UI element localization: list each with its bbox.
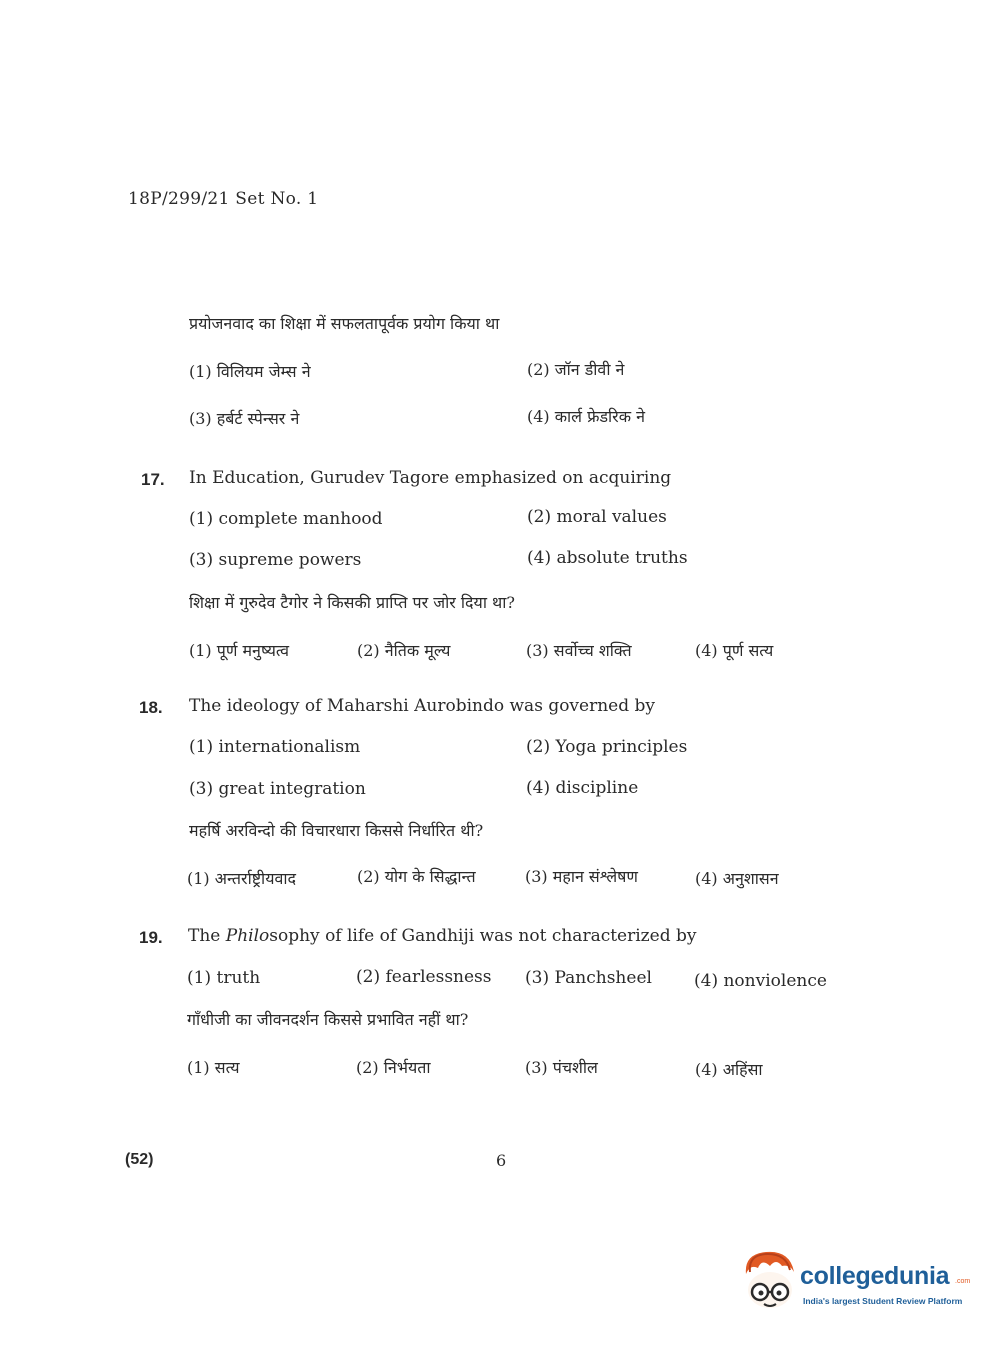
option-hi-3: (3) महान संश्लेषण	[525, 867, 638, 886]
option-en-1: (1) truth	[187, 968, 261, 988]
option-hi-4: (4) अनुशासन	[695, 869, 779, 888]
question-hindi: प्रयोजनवाद का शिक्षा में सफलतापूर्वक प्रयोग किया था	[189, 314, 500, 333]
option-en-3: (3) supreme powers	[189, 550, 362, 570]
option-hi-2: (2) नैतिक मूल्य	[357, 641, 451, 660]
collegedunia-logo	[740, 1248, 970, 1318]
question-english: The Philosophy of life of Gandhiji was not characterized by	[188, 926, 697, 946]
mascot-icon	[740, 1248, 800, 1314]
option-hi-4: (4) कार्ल फ्रेडरिक ने	[527, 407, 645, 426]
italic-fragment: Philo	[225, 926, 270, 946]
option-hi-3: (3) हर्बर्ट स्पेन्सर ने	[189, 409, 300, 428]
question-english: In Education, Gurudev Tagore emphasized on acquiring	[189, 468, 672, 488]
option-en-3: (3) Panchsheel	[525, 968, 652, 988]
option-hi-4: (4) पूर्ण सत्य	[695, 641, 774, 660]
question-hindi: महर्षि अरविन्दो की विचारधारा किससे निर्धारित थी?	[189, 821, 484, 840]
option-hi-2: (2) जॉन डीवी ने	[527, 360, 625, 379]
option-en-3: (3) great integration	[189, 779, 366, 799]
option-hi-3: (3) सर्वोच्च शक्ति	[526, 641, 632, 660]
option-hi-1: (1) पूर्ण मनुष्यत्व	[189, 641, 290, 660]
logo-wordmark: collegedunia	[800, 1262, 950, 1290]
option-en-4: (4) nonviolence	[694, 971, 827, 991]
option-hi-4: (4) अहिंसा	[695, 1060, 763, 1079]
paper-code: (52)	[125, 1151, 154, 1168]
question-hindi: गाँधीजी का जीवनदर्शन किससे प्रभावित नहीं था?	[187, 1010, 469, 1029]
option-en-2: (2) moral values	[527, 507, 667, 527]
option-en-4: (4) absolute truths	[527, 548, 688, 568]
option-hi-2: (2) निर्भयता	[356, 1058, 431, 1077]
question-number: 17.	[141, 470, 165, 489]
set-code: 18P/299/21 Set No. 1	[128, 189, 319, 209]
option-hi-2: (2) योग के सिद्धान्त	[357, 867, 476, 886]
option-hi-1: (1) अन्तर्राष्ट्रीयवाद	[187, 869, 297, 888]
logo-suffix: .com	[955, 1278, 971, 1285]
page-number: 6	[496, 1151, 507, 1170]
option-hi-1: (1) सत्य	[187, 1058, 240, 1077]
option-hi-1: (1) विलियम जेम्स ने	[189, 362, 311, 381]
option-en-4: (4) discipline	[526, 778, 639, 798]
question-english: The ideology of Maharshi Aurobindo was governed by	[189, 696, 656, 716]
option-hi-3: (3) पंचशील	[525, 1058, 598, 1077]
option-en-2: (2) fearlessness	[356, 967, 492, 987]
option-en-1: (1) internationalism	[189, 737, 361, 757]
logo-tagline: India's largest Student Review Platform	[803, 1296, 963, 1306]
question-hindi: शिक्षा में गुरुदेव टैगोर ने किसकी प्राप्ति पर जोर दिया था?	[189, 593, 515, 612]
option-en-2: (2) Yoga principles	[526, 737, 688, 757]
question-number: 18.	[139, 698, 163, 717]
option-en-1: (1) complete manhood	[189, 509, 383, 529]
question-number: 19.	[139, 928, 163, 947]
